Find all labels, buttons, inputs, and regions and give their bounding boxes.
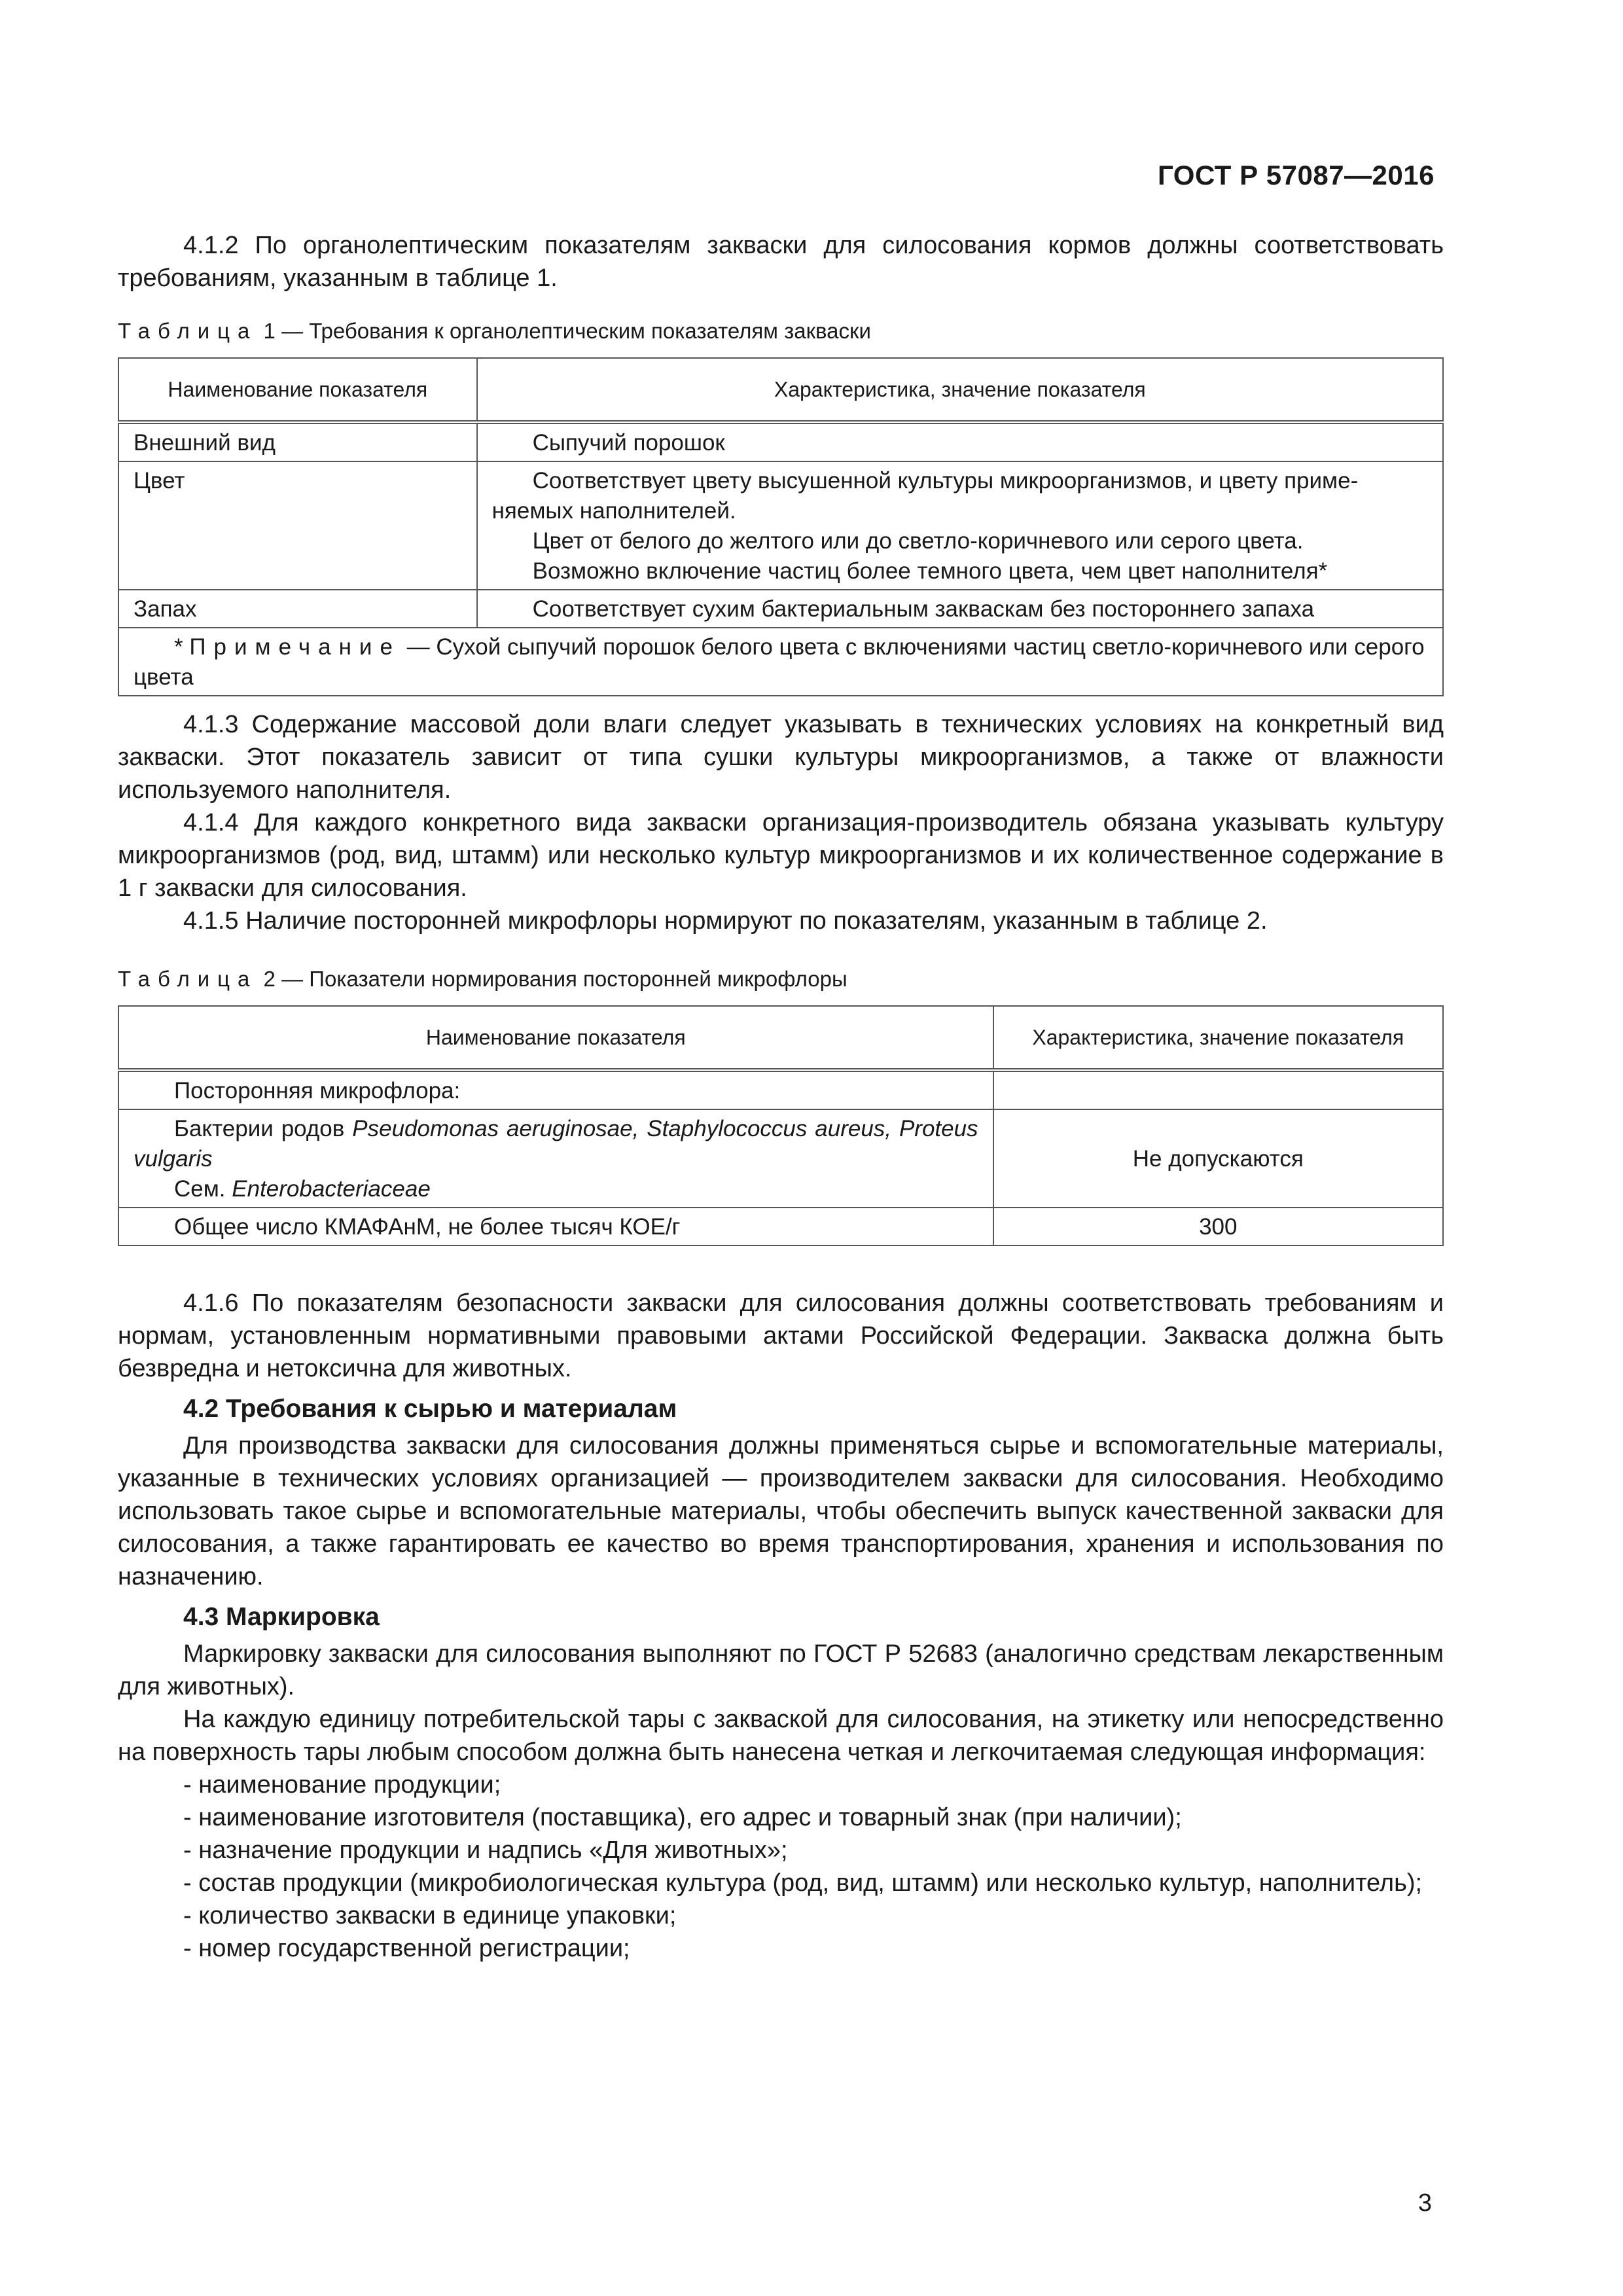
table1-col-name: Наименование показателя — [118, 358, 477, 422]
row-name: Цвет — [118, 461, 477, 590]
table-row — [118, 461, 1443, 590]
row-value — [477, 461, 1443, 590]
table2-caption-word: Таблица — [118, 967, 258, 991]
table-row — [118, 1208, 1443, 1246]
row-value-line: Сыпучий порошок — [532, 430, 725, 456]
document-body — [118, 229, 1444, 1965]
paragraph-4-1-6: 4.1.6 По показателям безопасности закваски для силосования должны соответствовать требованиям и нормам, установленным нормативными правовыми актами Российской Федерации. Закваска должна быть безвредна и нетоксична для животных. — [118, 1289, 1444, 1382]
table1-note — [118, 628, 1443, 696]
table2-caption — [118, 965, 1444, 994]
row-value: Не допускаются — [993, 1109, 1443, 1208]
bacteria-species: Pseudomonas aeruginosae, Staphylococcus aureus, Proteus vulgaris — [134, 1116, 978, 1172]
list-item: - наименование изготовителя (поставщика), его адрес и товарный знак (при наличии); — [183, 1804, 1182, 1831]
row-value — [477, 422, 1443, 461]
list-item: - назначение продукции и надпись «Для животных»; — [183, 1837, 788, 1864]
table1-header-row — [118, 358, 1443, 422]
table2-col-value: Характеристика, значение показателя — [993, 1006, 1443, 1070]
row-value-empty — [993, 1070, 1443, 1109]
list-item: - состав продукции (микробиологическая культура (род, вид, штамм) или несколько культур, наполнитель); — [183, 1869, 1423, 1897]
table1-caption — [118, 317, 1444, 346]
paragraph-4-3-b: На каждую единицу потребительской тары с закваской для силосования, на этикетку или непосредственно на поверхность тары любым способом должна быть нанесена четкая и легкочитаемая следующая информация: — [118, 1706, 1444, 1766]
note-word: Примечание — [189, 634, 401, 660]
bacteria-line — [134, 1114, 978, 1174]
row-name: Общее число КМАФАнМ, не более тысяч КОЕ/г — [118, 1208, 993, 1246]
paragraph-4-3-a: Маркировку закваски для силосования выполняют по ГОСТ Р 52683 (аналогично средствам лекарственным для животных). — [118, 1640, 1444, 1700]
section-heading-4-3: 4.3 Маркировка — [183, 1603, 380, 1631]
family-prefix: Сем. — [174, 1176, 232, 1202]
table-row — [118, 1109, 1443, 1208]
row-group-label: Посторонняя микрофлора: — [118, 1070, 993, 1109]
row-value-line: Соответствует цвету высушенной культуры микроорганизмов, и цвету применяемых наполнителей. — [491, 468, 1359, 524]
table-row — [118, 590, 1443, 628]
table2-caption-text: 2 — Показатели нормирования посторонней микрофлоры — [257, 967, 847, 991]
row-name — [118, 1109, 993, 1208]
marking-list — [118, 1768, 1444, 1965]
table1-caption-text: 1 — Требования к органолептическим показателям закваски — [257, 319, 871, 343]
table1-note-row — [118, 628, 1443, 696]
paragraph-4-1-5: 4.1.5 Наличие посторонней микрофлоры нормируют по показателям, указанным в таблице 2. — [183, 907, 1268, 935]
paragraph-4-1-4: 4.1.4 Для каждого конкретного вида закваски организация-производитель обязана указывать культуру микроорганизмов (род, вид, штамм) или несколько культур микроорганизмов и их количественное содержание в 1 г закваски для силосования. — [118, 809, 1444, 902]
note-mark: * — [174, 634, 190, 660]
table1-col-value: Характеристика, значение показателя — [477, 358, 1443, 422]
row-value — [477, 590, 1443, 628]
family-name: Enterobacteriaceae — [232, 1176, 431, 1202]
paragraph-4-1-2: 4.1.2 По органолептическим показателям закваски для силосования кормов должны соответствовать требованиям, указанным в таблице 1. — [118, 232, 1444, 292]
table-1 — [118, 357, 1444, 696]
paragraph-4-2: Для производства закваски для силосования должны применяться сырье и вспомогательные материалы, указанные в технических условиях организацией — производителем закваски для силосования. Необходимо использовать такое сырье и вспомогательные материалы, чтобы обеспечить выпуск качественной закваски для силосования, а также гарантировать ее качество во время транспортирования, хранения и использования по назначению. — [118, 1432, 1444, 1590]
paragraph-4-1-3: 4.1.3 Содержание массовой доли влаги следует указывать в технических условиях на конкретный вид закваски. Этот показатель зависит от типа сушки культуры микроорганизмов, а также от влажности используемого наполнителя. — [118, 711, 1444, 804]
table2-header-row — [118, 1006, 1443, 1070]
row-value-line: Соответствует сухим бактериальным заквaскам без постороннего запаха — [532, 596, 1315, 622]
section-heading-4-2: 4.2 Требования к сырью и материалам — [183, 1395, 677, 1423]
bacteria-prefix: Бактерии родов — [174, 1116, 353, 1141]
note-text: — Сухой сыпучий порошок белого цвета с включениями частиц светло-коричневого или серого цвета — [134, 634, 1425, 690]
table-row — [118, 422, 1443, 461]
list-item: - наименование продукции; — [183, 1771, 501, 1799]
family-line — [134, 1174, 978, 1204]
list-item: - количество закваски в единице упаковки; — [183, 1902, 677, 1929]
row-value-line: Цвет от белого до желтого или до светло-коричневого или серого цвета. — [532, 528, 1304, 554]
row-name: Внешний вид — [118, 422, 477, 461]
row-name: Запах — [118, 590, 477, 628]
table1-caption-word: Таблица — [118, 319, 258, 343]
table-row — [118, 1070, 1443, 1109]
page-number: 3 — [1418, 2189, 1432, 2217]
row-value: 300 — [993, 1208, 1443, 1246]
list-item: - номер государственной регистрации; — [183, 1935, 630, 1962]
table2-col-name: Наименование показателя — [118, 1006, 993, 1070]
row-value-line: Возможно включение частиц более темного цвета, чем цвет наполнителя* — [532, 558, 1328, 584]
table-2 — [118, 1005, 1444, 1246]
document-header: ГОСТ Р 57087—2016 — [1158, 160, 1435, 190]
